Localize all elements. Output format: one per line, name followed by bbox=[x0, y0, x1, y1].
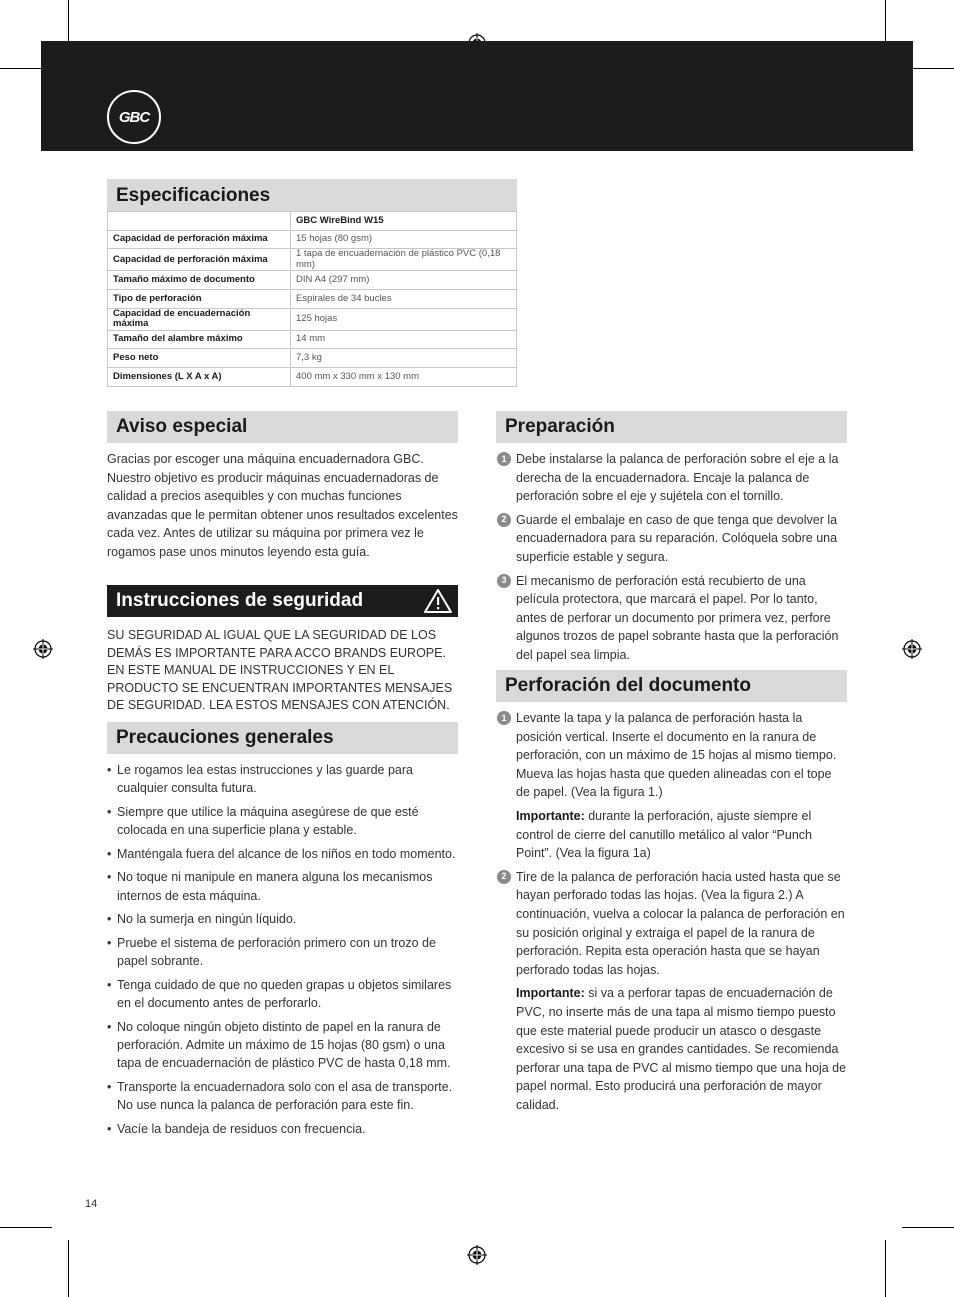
list-item: • Transporte la encuadernadora solo con el asa de transporte. No use nunca la palanca de perforación para este fin. bbox=[107, 1078, 459, 1115]
table-cell: GBC WireBind W15 bbox=[291, 212, 517, 231]
step-item bbox=[496, 511, 848, 567]
table-cell: Tipo de perforación bbox=[108, 289, 291, 308]
page-number: 14 bbox=[85, 1198, 98, 1210]
table-cell: Capacidad de perforación máxima bbox=[108, 249, 291, 271]
table-row bbox=[108, 212, 517, 231]
step-number-badge: 2 bbox=[497, 870, 511, 884]
table-row bbox=[108, 289, 517, 308]
step-item bbox=[496, 450, 848, 506]
gbc-logo: GBC bbox=[107, 90, 161, 144]
table-cell: Capacidad de perforación máxima bbox=[108, 230, 291, 249]
list-item: • No coloque ningún objeto distinto de papel en la ranura de perforación. Admite un máximo de 15 hojas (80 gsm) o una tapa de encuadernación de plástico PVC de hasta 0,18 mm. bbox=[107, 1018, 459, 1073]
table-cell: 14 mm bbox=[291, 330, 517, 349]
seguridad-title: Instrucciones de seguridad bbox=[107, 585, 458, 617]
header-band bbox=[41, 41, 913, 151]
table-cell: 400 mm x 330 mm x 130 mm bbox=[291, 367, 517, 386]
note-label: Importante: bbox=[516, 986, 585, 1001]
precauciones-list bbox=[107, 761, 459, 1143]
aviso-text: Gracias por escoger una máquina encuadernadora GBC. Nuestro objetivo es producir máquinas encuadernadoras de calidad a precios asequibles y con muchas funciones avanzadas que le permitan obtener unos resultados excelentes cada vez. Antes de utilizar su máquina por primera vez le rogamos pase unos minutos leyendo esta guía. bbox=[107, 452, 458, 559]
step-number-badge: 1 bbox=[497, 711, 511, 725]
registration-mark-icon bbox=[33, 639, 53, 659]
specs-title: Especificaciones bbox=[107, 179, 517, 212]
list-item: • Pruebe el sistema de perforación primero con un trozo de papel sobrante. bbox=[107, 934, 459, 971]
crop-mark bbox=[0, 1227, 52, 1228]
list-item: • Le rogamos lea estas instrucciones y las guarde para cualquier consulta futura. bbox=[107, 761, 459, 798]
list-item: • Manténgala fuera del alcance de los niños en todo momento. bbox=[107, 845, 459, 863]
table-row bbox=[108, 230, 517, 249]
table-row bbox=[108, 349, 517, 368]
warning-icon bbox=[423, 588, 453, 614]
crop-mark bbox=[902, 1227, 954, 1228]
list-item: • No la sumerja en ningún líquido. bbox=[107, 910, 459, 928]
step-text: Guarde el embalaje en caso de que tenga que devolver la encuadernadora para su reparación. Colóquela sobre una superficie estable y segura. bbox=[516, 512, 838, 564]
list-item: • Vacíe la bandeja de residuos con frecuencia. bbox=[107, 1120, 459, 1138]
note-text: si va a perforar tapas de encuadernación de PVC, no inserte más de una tapa al mismo tiempo puesto que este material puede producir un atasco o desgaste excesivo si se usa en grandes cantidades. Se recomienda perforar una tapa de PVC al mismo tiempo que una hoja de papel normal. Esto producirá una perforación de mayor calidad. bbox=[516, 986, 847, 1112]
table-cell: 1 tapa de encuadernación de plástico PVC (0,18 mm) bbox=[291, 249, 517, 271]
crop-mark bbox=[885, 1240, 886, 1297]
table-row bbox=[108, 271, 517, 290]
perforacion-steps bbox=[496, 709, 848, 1119]
registration-mark-icon bbox=[902, 639, 922, 659]
table-cell: 125 hojas bbox=[291, 308, 517, 330]
list-item: • No toque ni manipule en manera alguna los mecanismos internos de esta máquina. bbox=[107, 868, 459, 905]
perforacion-title: Perforación del documento bbox=[496, 670, 847, 702]
seguridad-text: SU SEGURIDAD AL IGUAL QUE LA SEGURIDAD DE LOS DEMÁS ES IMPORTANTE PARA ACCO BRANDS EUROPE. EN ESTE MANUAL DE INSTRUCCIONES Y EN EL PRODUCTO SE ENCUENTRAN IMPORTANTES MENSAJES DE SEGURIDAD. LEA ESTOS MENSAJES CON ATENCIÓN. bbox=[107, 628, 453, 713]
step-item bbox=[496, 572, 848, 665]
step-text: Tire de la palanca de perforación hacia usted hasta que se hayan perforado todas las hojas. (Vea la figura 2.) A continuación, vuelva a colocar la palanca de perforación en su posición original y extraiga el papel de la ranura de perforación. Repita esta operación hasta que se hayan perforado todas las hojas. bbox=[516, 869, 845, 977]
list-item: • Siempre que utilice la máquina asegúrese de que esté colocada en una superficie plana y estable. bbox=[107, 803, 459, 840]
table-cell: Tamaño máximo de documento bbox=[108, 271, 291, 290]
step-item bbox=[496, 868, 848, 980]
list-item: • Tenga cuidado de que no queden grapas u objetos similares en el documento antes de perforarlo. bbox=[107, 976, 459, 1013]
table-row bbox=[108, 330, 517, 349]
step-text: Debe instalarse la palanca de perforación sobre el eje a la derecha de la encuadernadora. Encaje la palanca de perforación sobre el eje y sujétela con el tornillo. bbox=[516, 452, 839, 504]
specs-table bbox=[107, 211, 517, 387]
precauciones-title: Precauciones generales bbox=[107, 722, 458, 754]
table-cell: Capacidad de encuadernación máxima bbox=[108, 308, 291, 330]
table-cell bbox=[108, 212, 291, 231]
table-row bbox=[108, 308, 517, 330]
preparacion-title: Preparación bbox=[496, 411, 847, 443]
important-note bbox=[496, 807, 848, 863]
important-note bbox=[496, 984, 848, 1114]
table-row bbox=[108, 249, 517, 271]
step-number-badge: 2 bbox=[497, 513, 511, 527]
table-cell: Dimensiones (L X A x A) bbox=[108, 367, 291, 386]
step-number-badge: 1 bbox=[497, 452, 511, 466]
note-text: durante la perforación, ajuste siempre el control de cierre del canutillo metálico al valor “Punch Point”. (Vea la figura 1a) bbox=[516, 808, 812, 861]
table-cell: Espirales de 34 bucles bbox=[291, 289, 517, 308]
crop-mark bbox=[68, 1240, 69, 1297]
aviso-title: Aviso especial bbox=[107, 411, 458, 443]
registration-mark-icon bbox=[467, 1245, 487, 1265]
table-cell: 7,3 kg bbox=[291, 349, 517, 368]
table-cell: Tamaño del alambre máximo bbox=[108, 330, 291, 349]
table-cell: DIN A4 (297 mm) bbox=[291, 271, 517, 290]
step-text: Levante la tapa y la palanca de perforación hasta la posición vertical. Inserte el documento en la ranura de perforación, con un máximo de 15 hojas al mismo tiempo. Mueva las hojas hasta que queden alineadas con el tope de papel. (Vea la figura 1.) bbox=[516, 711, 837, 800]
table-cell: Peso neto bbox=[108, 349, 291, 368]
note-label: Importante: bbox=[516, 808, 585, 823]
step-number-badge: 3 bbox=[497, 574, 511, 588]
preparacion-steps bbox=[496, 450, 848, 670]
step-text: El mecanismo de perforación está recubierto de una película protectora, que marcará el papel. Por lo tanto, antes de perforar un documento por primera vez, perfore algunos trozos de papel sobrante hasta que la perforación del papel sea limpia. bbox=[516, 573, 839, 662]
step-item bbox=[496, 709, 848, 802]
table-row bbox=[108, 367, 517, 386]
table-cell: 15 hojas (80 gsm) bbox=[291, 230, 517, 249]
